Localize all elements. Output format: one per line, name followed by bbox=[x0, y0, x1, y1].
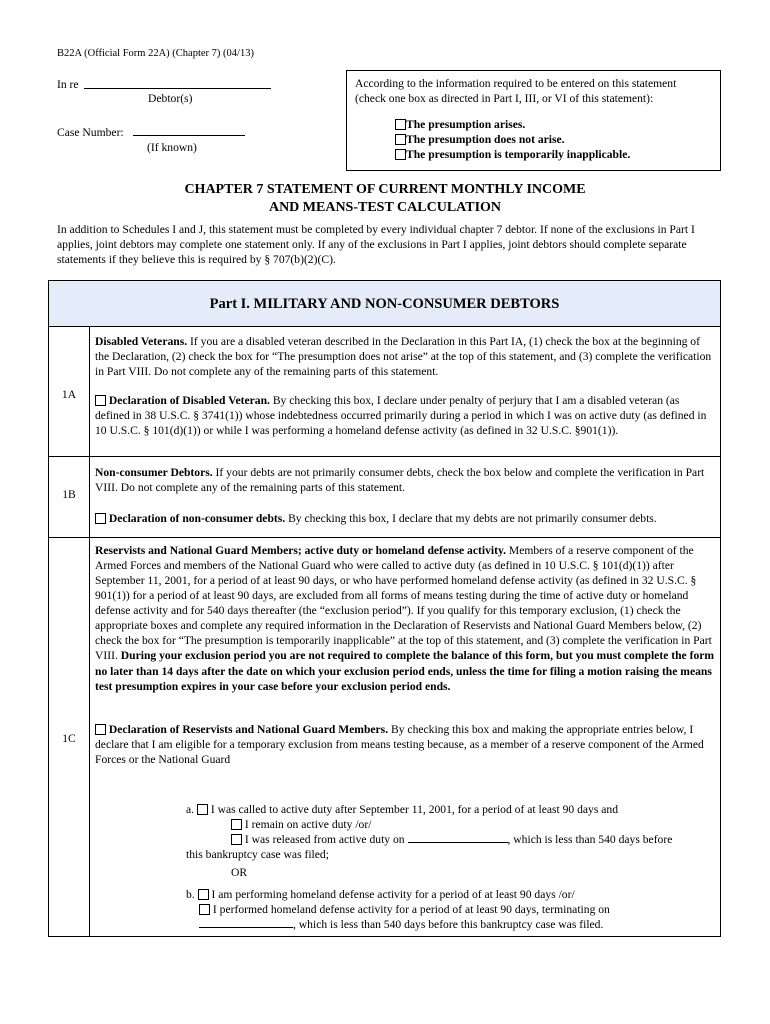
option-a-line2: I remain on active duty /or/ bbox=[231, 817, 371, 832]
option-a-line4: this bankruptcy case was filed; bbox=[186, 848, 329, 861]
presumption-option-arises: The presumption arises. bbox=[395, 117, 525, 132]
presumption-option-does-not-arise: The presumption does not arise. bbox=[395, 132, 565, 147]
termination-date-field[interactable] bbox=[199, 927, 293, 928]
row-divider bbox=[49, 456, 720, 457]
column-divider bbox=[89, 327, 90, 937]
row-1b-label: 1B bbox=[62, 488, 76, 501]
row-divider bbox=[49, 537, 720, 538]
presumption-box bbox=[346, 70, 721, 171]
part1-table bbox=[48, 280, 721, 937]
debtor-name-field[interactable] bbox=[84, 88, 271, 89]
presumption-inapplicable-checkbox[interactable] bbox=[395, 149, 406, 160]
performed-homeland-defense-checkbox[interactable] bbox=[199, 904, 210, 915]
option-b-line1: b. I am performing homeland defense activity for a period of at least 90 days /or/ bbox=[186, 888, 575, 901]
or-label: OR bbox=[231, 866, 248, 879]
option-b-line3: , which is less than 540 days before this bankruptcy case was filed. bbox=[199, 917, 603, 932]
case-number-field[interactable] bbox=[133, 135, 245, 136]
released-active-duty-checkbox[interactable] bbox=[231, 834, 242, 845]
disabled-veteran-checkbox[interactable] bbox=[95, 395, 106, 406]
row-1a-declaration: Declaration of Disabled Veteran. By checking this box, I declare under penalty of perjury that I am a disabled veteran (as defined in 38 U.S.C. § 3741(1)) whose indebtedness occurred primarily during a period in which I was on active duty (as defined in 10 U.S.C. § 101(d)(1)) or while I was performing a homeland defense activity (as defined in 32 U.S.C. §901(1)). bbox=[95, 394, 707, 438]
presumption-arises-checkbox[interactable] bbox=[395, 119, 406, 130]
row-1b-instructions: Non-consumer Debtors. If your debts are not primarily consumer debts, check the box below and complete the verification in Part VIII. Do not complete any of the remaining parts of this statement. bbox=[95, 466, 705, 495]
row-1c-declaration: Declaration of Reservists and National Guard Members. By checking this box and making the appropriate entries below, I declare that I am eligible for a temporary exclusion from means testing because, as a member of a reserve component of the Armed Forces or the National Guard bbox=[95, 723, 704, 767]
non-consumer-checkbox[interactable] bbox=[95, 513, 106, 524]
in-re-label: In re bbox=[57, 78, 79, 91]
intro-text: In addition to Schedules I and J, this statement must be completed by every individual chapter 7 debtor. If none of the exclusions in Part I applies, joint debtors may complete one statement only. If any of the exclusions in Part I applies, joint debtors should complete separate statements if they believe this is required by § 707(b)(2)(C). bbox=[57, 223, 695, 267]
presumption-option-inapplicable: The presumption is temporarily inapplicable. bbox=[395, 147, 630, 162]
row-1b-declaration: Declaration of non-consumer debts. By checking this box, I declare that my debts are not primarily consumer debts. bbox=[95, 511, 715, 526]
performing-homeland-defense-checkbox[interactable] bbox=[198, 889, 209, 900]
reservist-checkbox[interactable] bbox=[95, 724, 106, 735]
if-known-label: (If known) bbox=[147, 141, 197, 154]
page-title: CHAPTER 7 STATEMENT OF CURRENT MONTHLY INCOME AND MEANS-TEST CALCULATION bbox=[184, 182, 586, 216]
form-id: B22A (Official Form 22A) (Chapter 7) (04/13) bbox=[57, 48, 254, 59]
row-1c-instructions: Reservists and National Guard Members; active duty or homeland defense activity. Members of a reserve component of the Armed Forces and members of the National Guard who were called to active duty (as defined in 10 U.S.C. § 101(d)(1)) after September 11, 2001, for a period of at least 90 days, or who have performed homeland defense activity (as defined in 32 U.S.C. § 901(1)) for a period of at least 90 days, are excluded from all forms of means testing during the time of active duty or homeland defense activity and for 540 days thereafter (the “exclusion period”). If you qualify for this temporary exclusion, (1) check the appropriate boxes and complete any required information in the Declaration of Reservists and National Guard Members below, (2) check the box for “The presumption is temporarily inapplicable” at the top of this statement, and (3) complete the verification in Part VIII. During your exclusion period you are not required to complete the balance of this form, but you must complete the form no later than 14 days after the date on which your exclusion period ends, unless the time for filing a motion raising the means test presumption expires in your case before your exclusion period ends. bbox=[95, 544, 715, 693]
release-date-field[interactable] bbox=[408, 842, 508, 843]
presumption-does-not-arise-checkbox[interactable] bbox=[395, 134, 406, 145]
option-b-line2: I performed homeland defense activity for a period of at least 90 days, terminating on bbox=[199, 902, 610, 917]
case-number-label: Case Number: bbox=[57, 126, 124, 139]
row-1c-label: 1C bbox=[62, 732, 76, 745]
row-1a-label: 1A bbox=[61, 388, 77, 401]
row-1a-instructions: Disabled Veterans. If you are a disabled veteran described in the Declaration in this Part IA, (1) check the box at the beginning of the Declaration, (2) check the box for “The presumption does not arise” at the top of this statement, and (3) complete the verification in Part VIII. Do not complete any of the remaining parts of this statement. bbox=[95, 335, 712, 379]
option-a-line1: a. I was called to active duty after September 11, 2001, for a period of at least 90 days and bbox=[186, 803, 619, 816]
presumption-intro: According to the information required to be entered on this statement (check one box as directed in Part I, III, or VI of this statement): bbox=[355, 77, 677, 106]
part1-title: Part I. MILITARY AND NON-CONSUMER DEBTORS bbox=[49, 281, 720, 327]
called-active-duty-checkbox[interactable] bbox=[197, 804, 208, 815]
debtor-label: Debtor(s) bbox=[148, 92, 193, 105]
option-a-line3: I was released from active duty on , which is less than 540 days before bbox=[231, 832, 672, 847]
remain-active-duty-checkbox[interactable] bbox=[231, 819, 242, 830]
